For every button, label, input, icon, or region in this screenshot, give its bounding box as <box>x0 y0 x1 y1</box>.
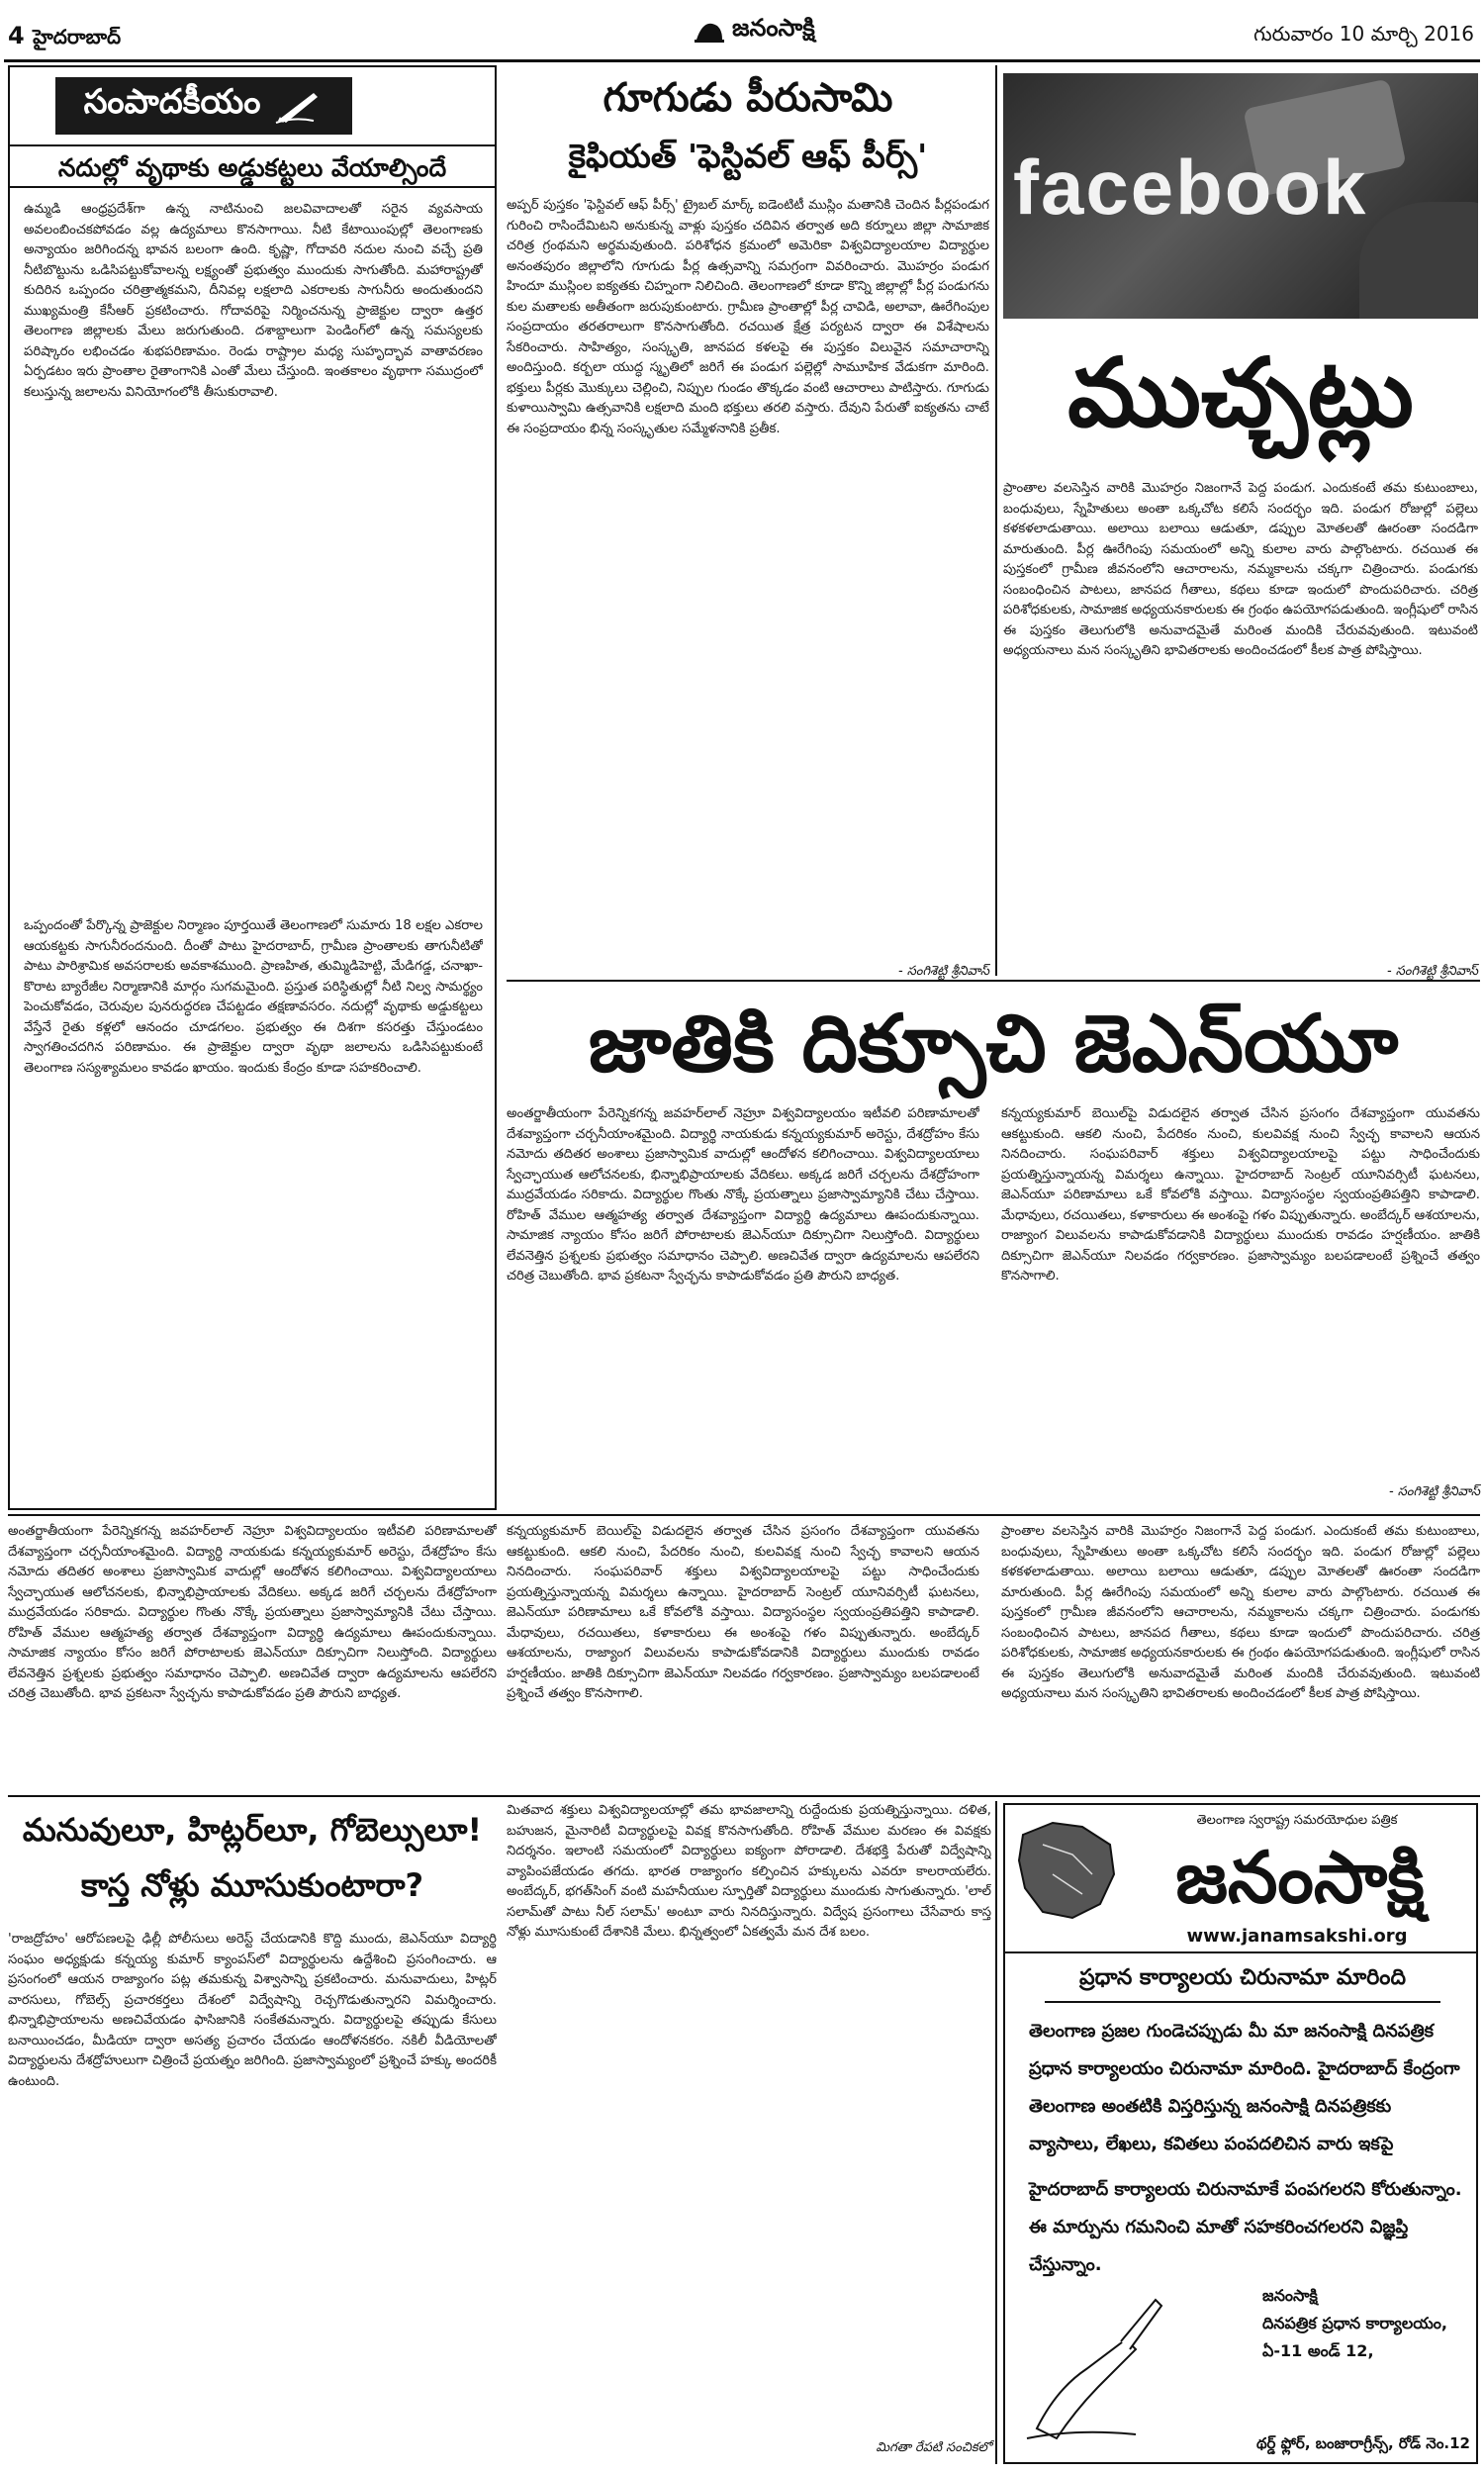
ad-paragraph-2: హైదరాబాద్ కార్యాలయ చిరునామాకే పంపగలరని కోరుతున్నాం. ఈ మార్పును గమనించి మాతో సహకరించగలరని విజ్ఞప్తి చేస్తున్నాం. <box>1029 2179 1462 2275</box>
goodu-title-2: కైఫియత్ 'ఫెస్టివల్ ఆఫ్ పీర్స్' <box>568 137 928 175</box>
jnu-byline: - సంగిశెట్టి శ్రీనివాస్ <box>1388 1484 1480 1499</box>
facebook-article <box>1003 65 1478 979</box>
manuvulu-article <box>8 1801 995 2464</box>
masthead-title: జనంసాక్షి <box>732 14 815 42</box>
manuvulu-title-2: కాస్త నోళ్లు మూసుకుంటారా? <box>80 1866 424 1904</box>
city-name: హైదరాబాద్ <box>33 25 122 48</box>
section-rule-1 <box>507 980 1480 982</box>
ad-rule <box>1005 1951 1476 1953</box>
jnu-title: జాతికి దిక్సూచి జెఎన్‌యూ <box>588 998 1399 1090</box>
manuvulu-body-right: మితవాద శక్తులు విశ్వవిద్యాలయాల్లో తమ భావజాలాన్ని రుద్దేందుకు ప్రయత్నిస్తున్నాయి. దళిత, బహుజన, మైనారిటీ విద్యార్థులపై వివక్ష కొనసాగుతోంది. రోహిత్ వేముల మరణం ఈ వివక్షకు నిదర్శనం. ఇలాంటి సమయంలో విద్యార్థులు ఐక్యంగా పోరాడాలి. దేశభక్తి పేరుతో విద్వేషాన్ని వ్యాపింపజేయడం తగదు. భారత రాజ్యాంగం కల్పించిన హక్కులను ఎవరూ కాలరాయలేరు. అంబేద్కర్, భగత్‌సింగ్ వంటి మహనీయుల స్ఫూర్తితో విద్యార్థులు ముందుకు సాగుతున్నారు. 'లాల్ సలామ్‌తో పాటు నీల్ సలామ్' అంటూ వారు నినదిస్తున్నారు. విద్వేష ప్రసంగాలు చేసేవారు కాస్త నోళ్లు మూసుకుంటే దేశానికి మేలు. భిన్నత్వంలో ఏకత్వమే మన దేశ బలం. <box>507 1803 991 1940</box>
jnu-continued-2: కన్నయ్యకుమార్ బెయిల్‌పై విడుదలైన తర్వాత చేసిన ప్రసంగం దేశవ్యాప్తంగా యువతను ఆకట్టుకుంది. ఆకలి నుంచి, పేదరికం నుంచి, కులవివక్ష నుంచి స్వేచ్ఛ కావాలని ఆయన నినదించారు. సంఘపరివార్ శక్తులు విశ్వవిద్యాలయాలపై పట్టు సాధించేందుకు ప్రయత్నిస్తున్నాయన్న విమర్శలు ఉన్నాయి. హైదరాబాద్ సెంట్రల్ యూనివర్సిటీ ఘటనలు, జెఎన్‌యూ పరిణామాలు ఒకే కోవలోకి వస్తాయి. విద్యాసంస్థల స్వయంప్రతిపత్తిని కాపాడాలి. మేధావులు, రచయితలు, కళాకారులు ఈ అంశంపై గళం విప్పుతున్నారు. అంబేద్కర్ ఆశయాలను, రాజ్యాంగ విలువలను కాపాడుకోవడానికి విద్యార్థులు ముందుకు రావడం హర్షణీయం. జాతికి దిక్సూచిగా జెఎన్‌యూ నిలవడం గర్వకారణం. ప్రజాస్వామ్యం బలపడాలంటే ప్రశ్నించే తత్వం కొనసాగాలి. <box>507 1524 979 1701</box>
editorial-section <box>8 65 497 1510</box>
editorial-body-1: ఉమ్మడి ఆంధ్రప్రదేశ్‌గా ఉన్న నాటినుంచి జలవివాదాలతో సరైన వ్యవసాయ అవలంబించకపోవడం వల్ల ఉద్యమాలు కొనసాగాయి. నీటి కేటాయింపుల్లో తెలంగాణకు అన్యాయం జరిగిందన్న భావన బలంగా ఉంది. కృష్ణా, గోదావరి నదుల నుంచి వచ్చే ప్రతి నీటిబొట్టును ఒడిసిపట్టుకోవాలన్న లక్ష్యంతో ప్రభుత్వం ముందుకు సాగుతోంది. మహారాష్ట్రతో కుదిరిన ఒప్పందం చరిత్రాత్మకమని, దీనివల్ల లక్షలాది ఎకరాలకు సాగునీరు అందుతుందని ముఖ్యమంత్రి కేసీఆర్ ప్రకటించారు. గోదావరిపై నిర్మించనున్న ప్రాజెక్టుల ద్వారా ఉత్తర తెలంగాణ జిల్లాలకు మేలు జరుగుతుంది. దశాబ్దాలుగా పెండింగ్‌లో ఉన్న సమస్యలకు పరిష్కారం లభించడం శుభపరిణామం. రెండు రాష్ట్రాల మధ్య సుహృద్భావ వాతావరణం ఏర్పడటం ఇరు ప్రాంతాల రైతాంగానికి ఎంతో మేలు చేస్తుంది. ఇంతకాలం వృథాగా సముద్రంలో కలుస్తున్న జలాలను వినియోగంలోకి తీసుకురావాలి. <box>24 202 483 400</box>
telangana-map-icon <box>1013 1815 1122 1924</box>
section-rule-2 <box>8 1514 1480 1516</box>
page-number <box>8 22 121 53</box>
ad-address-line-2: ఏ-11 అండ్ 12, <box>1262 2341 1374 2360</box>
jnu-body-right: కన్నయ్యకుమార్ బెయిల్‌పై విడుదలైన తర్వాత చేసిన ప్రసంగం దేశవ్యాప్తంగా యువతను ఆకట్టుకుంది. ఆకలి నుంచి, పేదరికం నుంచి, కులవివక్ష నుంచి స్వేచ్ఛ కావాలని ఆయన నినదించారు. సంఘపరివార్ శక్తులు విశ్వవిద్యాలయాలపై పట్టు సాధించేందుకు ప్రయత్నిస్తున్నాయన్న విమర్శలు ఉన్నాయి. హైదరాబాద్ సెంట్రల్ యూనివర్సిటీ ఘటనలు, జెఎన్‌యూ పరిణామాలు ఒకే కోవలోకి వస్తాయి. విద్యాసంస్థల స్వయంప్రతిపత్తిని కాపాడాలి. మేధావులు, రచయితలు, కళాకారులు ఈ అంశంపై గళం విప్పుతున్నారు. అంబేద్కర్ ఆశయాలను, రాజ్యాంగ విలువలను కాపాడుకోవడానికి విద్యార్థులు ముందుకు రావడం హర్షణీయం. జాతికి దిక్సూచిగా జెఎన్‌యూ నిలవడం గర్వకారణం. ప్రజాస్వామ్యం బలపడాలంటే ప్రశ్నించే తత్వం కొనసాగాలి. <box>1001 1106 1480 1284</box>
ad-url[interactable]: www.janamsakshi.org <box>1186 1926 1408 1947</box>
pen-hand-icon <box>274 87 324 125</box>
page-header <box>0 0 1484 61</box>
masthead <box>693 14 815 48</box>
ad-paragraph-1: తెలంగాణ ప్రజల గుండెచప్పుడు మీ మా జనంసాక్షి దినపత్రిక ప్రధాన కార్యాలయం చిరునామా మారింది. హైదరాబాద్ కేంద్రంగా తెలంగాణ అంతటికి విస్తరిస్తున్న జనంసాక్షి దినపత్రికకు వ్యాసాలు, లేఖలు, కవితలు పంపదలిచిన వారు ఇకపై <box>1029 2021 1460 2154</box>
manuvulu-body-left: 'రాజద్రోహం' ఆరోపణలపై ఢిల్లీ పోలీసులు అరెస్ట్ చేయడానికి కొద్ది ముందు, జెఎన్‌యూ విద్యార్థి సంఘం అధ్యక్షుడు కన్నయ్య కుమార్ క్యాంపస్‌లో విద్యార్థులను ఉద్దేశించి ప్రసంగించారు. ఆ ప్రసంగంలో ఆయన రాజ్యాంగం పట్ల తమకున్న విశ్వాసాన్ని ప్రకటించారు. మనువాదులు, హిట్లర్ వారసులు, గోబెల్స్ ప్రచారకర్తలు దేశంలో విద్వేషాన్ని రెచ్చగొడుతున్నారని విమర్శించారు. భిన్నాభిప్రాయాలను అణచివేయడం ఫాసిజానికి సంకేతమన్నారు. విద్యార్థులపై తప్పుడు కేసులు బనాయించడం, మీడియా ద్వారా అసత్య ప్రచారం చేయడం ఆందోళనకరం. నకిలీ వీడియోలతో విద్యార్థులను దేశద్రోహులుగా చిత్రించే ప్రయత్నం జరిగింది. ప్రజాస్వామ్యంలో ప్రశ్నించే హక్కు అందరికీ ఉంటుంది. <box>8 1932 497 2089</box>
ad-heading: ప్రధాన కార్యాలయ చిరునామా మారింది <box>1045 1965 1440 2003</box>
editorial-banner <box>55 77 352 135</box>
page-number-value: 4 <box>8 22 25 49</box>
column-divider-2 <box>995 1801 997 2464</box>
facebook-body: ప్రాంతాల వలసెస్తిన వారికి మొహర్రం నిజంగానే పెద్ద పండుగ. ఎందుకంటే తమ కుటుంబాలు, బంధువులు, స్నేహితులు అంతా ఒక్కచోట కలిసే సందర్భం ఇది. పండుగ రోజుల్లో పల్లెలు కళకళలాడుతాయి. అలాయి బలాయి ఆడుతూ, డప్పుల మోతలతో ఊరంతా సందడిగా మారుతుంది. పీర్ల ఊరేగింపు సమయంలో అన్ని కులాల వారు పాల్గొంటారు. రచయిత ఈ పుస్తకంలో గ్రామీణ జీవనంలోని ఆచారాలను, నమ్మకాలను చక్కగా చిత్రించారు. పండుగకు సంబంధించిన పాటలు, జానపద గీతాలు, కథలు కూడా ఇందులో పొందుపరిచారు. చరిత్ర పరిశోధకులకు, సామాజిక అధ్యయనకారులకు ఈ గ్రంథం ఉపయోగపడుతుంది. ఇంగ్లీషులో రాసిన ఈ పుస్తకం తెలుగులోకి అనువాదమైతే మరింత మందికి చేరువవుతుంది. ఇటువంటి అధ్యయనాలు మన సంస్కృతిని భావితరాలకు అందించడంలో కీలక పాత్ర పోషిస్తాయి. <box>1003 481 1478 658</box>
goodu-byline: - సంగిశెట్టి శ్రీనివాస్ <box>897 964 989 979</box>
goodu-body: అప్పర్ పుస్తకం 'ఫెస్టివల్ ఆఫ్ పీర్స్' ట్రైబల్ మార్క్ ఐడెంటిటీ ముస్లిం మతానికి చెందిన పీర్లపండుగ గురించి రాసిందేమిటని అనుకున్న వాళ్లు పుస్తకం చదివిన తర్వాత అది కర్నూలు జిల్లా సామాజిక చరిత్ర గ్రంథమని అర్థమవుతుంది. పరిశోధన క్రమంలో అమెరికా విశ్వవిద్యాలయాల విద్యార్థుల అనంతపురం జిల్లాలోని గూగుడు పీర్ల ఉత్సవాన్ని సమగ్రంగా వివరించారు. మొహర్రం పండుగ హిందూ ముస్లింల ఐక్యతకు చిహ్నంగా నిలిచింది. తెలంగాణలో కూడా కొన్ని జిల్లాల్లో పీర్ల పండుగను కుల మతాలకు అతీతంగా జరుపుకుంటారు. గ్రామీణ ప్రాంతాల్లో పీర్ల చావిడి, అలావా, ఊరేగింపుల సంప్రదాయం తరతరాలుగా కొనసాగుతోంది. రచయిత క్షేత్ర పర్యటన ద్వారా ఈ విశేషాలను సేకరించారు. సాహిత్యం, సంస్కృతి, జానపద కళలపై ఈ పుస్తకం విలువైన సమాచారాన్ని అందిస్తుంది. కర్బలా యుద్ధ స్మృతిలో జరిగే ఈ పండుగ పల్లెల్లో సామూహిక వేడుకగా మారింది. భక్తులు పీర్లకు మొక్కులు చెల్లించి, నిప్పుల గుండం తొక్కడం వంటి ఆచారాలు పాటిస్తారు. గూగుడు కుళాయిస్వామి ఉత్సవానికి లక్షలాది మంది భక్తులు తరలి వస్తారు. దేవుని పేరుతో ఐక్యతను చాటే ఈ సంప్రదాయం భిన్న సంస్కృతుల సమ్మేళనానికి ప్రతీక. <box>507 198 989 436</box>
janamsakshi-ad <box>1003 1803 1478 2464</box>
ad-address-line-3: థర్డ్ ఫ్లోర్, బంజారాగ్రీన్స్, రోడ్ నెం.12 <box>1255 2434 1470 2452</box>
ad-address-name: జనంసాక్షి <box>1262 2286 1318 2305</box>
jnu-body-left: అంతర్జాతీయంగా పేరెన్నికగన్న జవహర్‌లాల్ నెహ్రూ విశ్వవిద్యాలయం ఇటీవలి పరిణామాలతో దేశవ్యాప్తంగా చర్చనీయాంశమైంది. విద్యార్థి నాయకుడు కన్నయ్యకుమార్ అరెస్టు, దేశద్రోహం కేసు నమోదు తదితర అంశాలు ప్రజాస్వామిక వాదుల్లో ఆందోళన కలిగించాయి. విశ్వవిద్యాలయాలు స్వేచ్ఛాయుత ఆలోచనలకు, భిన్నాభిప్రాయాలకు వేదికలు. అక్కడ జరిగే చర్చలను దేశద్రోహంగా ముద్రవేయడం సరికాదు. విద్యార్థుల గొంతు నొక్కే ప్రయత్నాలు ప్రజాస్వామ్యానికి చేటు చేస్తాయి. రోహిత్ వేముల ఆత్మహత్య తర్వాత దేశవ్యాప్తంగా విద్యార్థి ఉద్యమాలు ఊపందుకున్నాయి. సామాజిక న్యాయం కోసం జరిగే పోరాటాలకు జెఎన్‌యూ దిక్సూచిగా నిలుస్తోంది. విద్యార్థులు లేవనెత్తిన ప్రశ్నలకు ప్రభుత్వం సమాధానం చెప్పాలి. అణచివేత ద్వారా ఉద్యమాలను ఆపలేరని చరిత్ర చెబుతోంది. భావ ప్రకటనా స్వేచ్ఛను కాపాడుకోవడం ప్రతి పౌరుని బాధ్యత. <box>507 1106 979 1284</box>
section-rule-3 <box>8 1795 1480 1797</box>
jnu-article <box>507 986 1480 1510</box>
manuvulu-title-1: మనువులూ, హిట్లర్‌లూ, గోబెల్సులూ! <box>22 1811 483 1849</box>
ad-tagline: తెలంగాణ స్వరాష్ట్ర సమరయోధుల పత్రిక <box>1196 1813 1398 1828</box>
editorial-body-2: ఒప్పందంతో పేర్కొన్న ప్రాజెక్టుల నిర్మాణం పూర్తయితే తెలంగాణలో సుమారు 18 లక్షల ఎకరాల ఆయకట్టకు సాగునీరందనుంది. దీంతో పాటు హైదరాబాద్, గ్రామీణ ప్రాంతాలకు తాగునీటితో పాటు పారిశ్రామిక అవసరాలకు అవకాశముంది. ప్రాణహిత, తుమ్మిడిహెట్టి, మేడిగడ్డ, చనాఖా-కొరాట బ్యారేజీల నిర్మాణానికి మార్గం సుగమమైంది. ప్రస్తుత పరిస్థితుల్లో నీటి నిల్వ సామర్థ్యం పెంచుకోవడం, చెరువుల పునరుద్ధరణ చేపట్టడం తక్షణావసరం. నదుల్లో వృథాకు అడ్డుకట్టలు వేస్తేనే రైతు కళ్లలో ఆనందం చూడగలం. ప్రభుత్వం ఈ దిశగా కసరత్తు చేస్తుండటం స్వాగతించదగిన పరిణామం. ఈ ప్రాజెక్టుల ద్వారా వృథా జలాలను ఒడిసిపట్టుకుంటే తెలంగాణ సస్యశ్యామలం కావడం ఖాయం. ఇందుకు కేంద్రం కూడా సహకరించాలి. <box>24 918 483 1076</box>
ad-address <box>1262 2282 1470 2365</box>
jnu-continued: అంతర్జాతీయంగా పేరెన్నికగన్న జవహర్‌లాల్ నెహ్రూ విశ్వవిద్యాలయం ఇటీవలి పరిణామాలతో దేశవ్యాప్తంగా చర్చనీయాంశమైంది. విద్యార్థి నాయకుడు కన్నయ్యకుమార్ అరెస్టు, దేశద్రోహం కేసు నమోదు తదితర అంశాలు ప్రజాస్వామిక వాదుల్లో ఆందోళన కలిగించాయి. విశ్వవిద్యాలయాలు స్వేచ్ఛాయుత ఆలోచనలకు, భిన్నాభిప్రాయాలకు వేదికలు. అక్కడ జరిగే చర్చలను దేశద్రోహంగా ముద్రవేయడం సరికాదు. విద్యార్థుల గొంతు నొక్కే ప్రయత్నాలు ప్రజాస్వామ్యానికి చేటు చేస్తాయి. రోహిత్ వేముల ఆత్మహత్య తర్వాత దేశవ్యాప్తంగా విద్యార్థి ఉద్యమాలు ఊపందుకున్నాయి. సామాజిక న్యాయం కోసం జరిగే పోరాటాలకు జెఎన్‌యూ దిక్సూచిగా నిలుస్తోంది. విద్యార్థులు లేవనెత్తిన ప్రశ్నలకు ప్రభుత్వం సమాధానం చెప్పాలి. అణచివేత ద్వారా ఉద్యమాలను ఆపలేరని చరిత్ర చెబుతోంది. భావ ప్రకటనా స్వేచ్ఛను కాపాడుకోవడం ప్రతి పౌరుని బాధ్యత. <box>8 1524 497 1701</box>
manuvulu-byline: మిగతా రేపటి సంచికలో <box>876 2440 991 2455</box>
writing-hand-icon <box>1017 2280 1165 2448</box>
ad-logo: జనంసాక్షి <box>1175 1836 1425 1919</box>
column-divider-1 <box>995 65 997 976</box>
facebook-logo: facebook <box>1013 143 1368 231</box>
ad-address-line-1: దినపత్రిక ప్రధాన కార్యాలయం, <box>1262 2314 1447 2332</box>
facebook-photo <box>1003 73 1478 319</box>
editorial-title: నదుల్లో వృథాకు అడ్డుకట్టలు వేయాల్సిందే <box>10 144 495 188</box>
goodu-article <box>507 65 989 979</box>
header-rule <box>4 59 1480 62</box>
jnu-continued-3: ప్రాంతాల వలసెస్తిన వారికి మొహర్రం నిజంగానే పెద్ద పండుగ. ఎందుకంటే తమ కుటుంబాలు, బంధువులు, స్నేహితులు అంతా ఒక్కచోట కలిసే సందర్భం ఇది. పండుగ రోజుల్లో పల్లెలు కళకళలాడుతాయి. అలాయి బలాయి ఆడుతూ, డప్పుల మోతలతో ఊరంతా సందడిగా మారుతుంది. పీర్ల ఊరేగింపు సమయంలో అన్ని కులాల వారు పాల్గొంటారు. రచయిత ఈ పుస్తకంలో గ్రామీణ జీవనంలోని ఆచారాలను, నమ్మకాలను చక్కగా చిత్రించారు. పండుగకు సంబంధించిన పాటలు, జానపద గీతాలు, కథలు కూడా ఇందులో పొందుపరిచారు. చరిత్ర పరిశోధకులకు, సామాజిక అధ్యయనకారులకు ఈ గ్రంథం ఉపయోగపడుతుంది. ఇంగ్లీషులో రాసిన ఈ పుస్తకం తెలుగులోకి అనువాదమైతే మరింత మందికి చేరువవుతుంది. ఇటువంటి అధ్యయనాలు మన సంస్కృతిని భావితరాలకు అందించడంలో కీలక పాత్ర పోషిస్తాయి. <box>1001 1524 1480 1701</box>
masthead-icon <box>693 16 726 46</box>
facebook-byline: - సంగిశెట్టి శ్రీనివాస్ <box>1386 964 1478 979</box>
editorial-banner-text: సంపాదకీయం <box>83 82 261 122</box>
issue-date: గురువారం 10 మార్చి 2016 <box>1253 22 1474 46</box>
muchatlu-title: ముచ్చట్లు <box>1003 319 1478 467</box>
goodu-title-1: గూగుడు పీరుసామి <box>603 75 893 121</box>
